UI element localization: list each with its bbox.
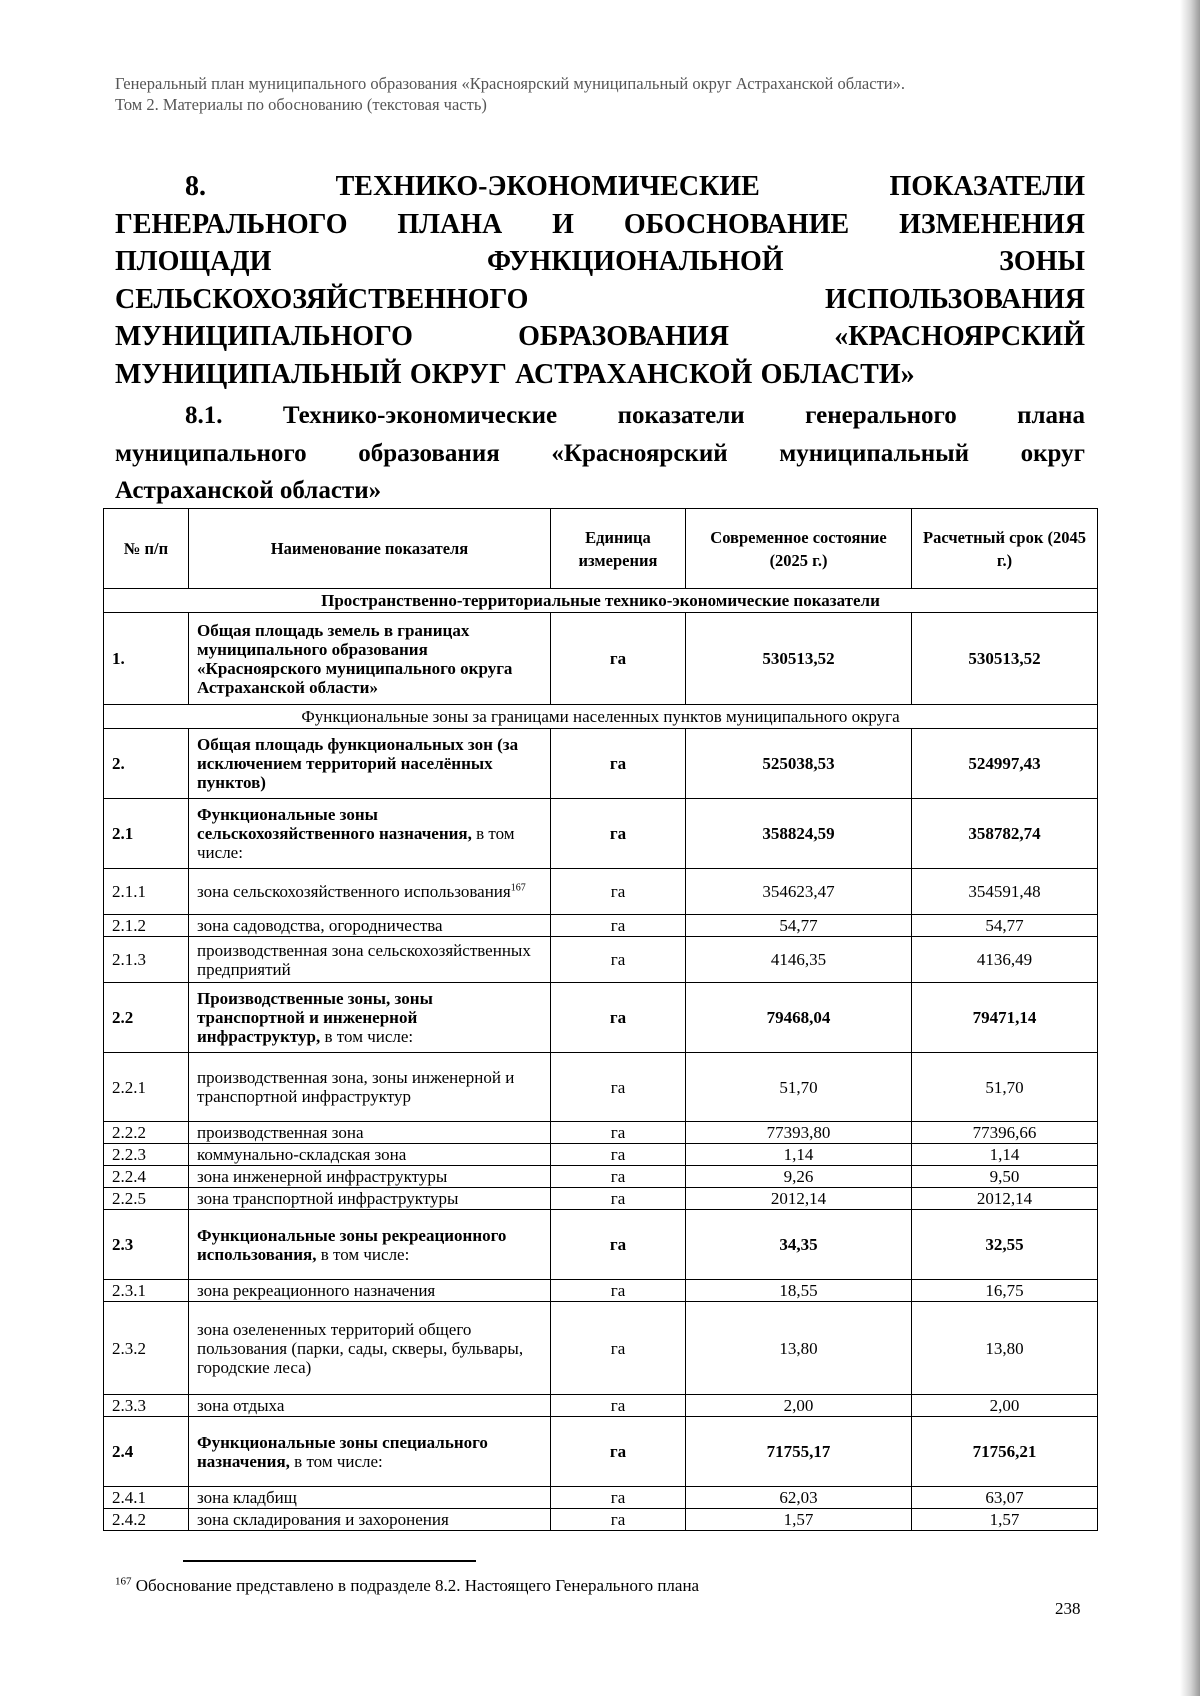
cell-num: 2.3.3 <box>104 1395 189 1417</box>
cell-unit: га <box>551 983 686 1053</box>
title-word: ИСПОЛЬЗОВАНИЯ <box>825 283 1085 315</box>
table-header-row <box>104 509 1098 589</box>
title-word: ФУНКЦИОНАЛЬНОЙ <box>486 246 784 278</box>
section-row <box>104 705 1098 729</box>
subtitle-word: муниципального <box>115 439 307 467</box>
header-name: Наименование показателя <box>189 509 551 589</box>
cell-current: 2012,14 <box>686 1188 912 1210</box>
title-line-5 <box>115 318 1085 356</box>
cell-name: производственная зона <box>189 1122 551 1144</box>
cell-unit: га <box>551 1053 686 1122</box>
cell-unit: га <box>551 1144 686 1166</box>
row-name-text: Функциональные зоны специального назначения, <box>197 1432 488 1471</box>
table-row <box>104 729 1098 799</box>
row-name-text: Производственные зоны, зоны транспортной и инженерной инфраструктур, <box>197 989 433 1046</box>
table-row <box>104 613 1098 705</box>
cell-unit: га <box>551 729 686 799</box>
cell-current: 18,55 <box>686 1280 912 1302</box>
cell-current: 9,26 <box>686 1166 912 1188</box>
cell-num: 2.2.2 <box>104 1122 189 1144</box>
cell-current: 4146,35 <box>686 937 912 983</box>
subtitle-word: генерального <box>805 402 957 429</box>
cell-current: 1,14 <box>686 1144 912 1166</box>
cell-unit: га <box>551 1487 686 1509</box>
cell-unit: га <box>551 937 686 983</box>
subtitle-word: округ <box>1020 439 1085 467</box>
cell-num: 2.2.3 <box>104 1144 189 1166</box>
cell-name <box>189 1210 551 1280</box>
subtitle-line-3: Астраханской области» <box>115 477 382 505</box>
subtitle-word: плана <box>1017 402 1085 429</box>
cell-target: 1,57 <box>912 1509 1098 1531</box>
cell-unit: га <box>551 1509 686 1531</box>
cell-num: 2.3 <box>104 1210 189 1280</box>
footnote-text: Обоснование представлено в подразделе 8.2. Настоящего Генерального плана <box>135 1576 700 1595</box>
title-word: И <box>552 208 574 240</box>
title-word: ГЕНЕРАЛЬНОГО <box>115 208 348 240</box>
cell-unit: га <box>551 799 686 869</box>
title-word: ЗОНЫ <box>999 246 1085 278</box>
header-unit: Единица измерения <box>551 509 686 589</box>
cell-name <box>189 1417 551 1487</box>
header-line-2: Том 2. Материалы по обоснованию (текстовая часть) <box>115 95 487 114</box>
cell-name: производственная зона, зоны инженерной и транспортной инфраструктур <box>189 1053 551 1122</box>
cell-name <box>189 799 551 869</box>
row-name-suffix: в том числе: <box>197 824 515 862</box>
cell-name: зона рекреационного назначения <box>189 1280 551 1302</box>
cell-name: зона складирования и захоронения <box>189 1509 551 1531</box>
cell-num: 2.3.2 <box>104 1302 189 1395</box>
cell-target: 51,70 <box>912 1053 1098 1122</box>
cell-num: 2.1.3 <box>104 937 189 983</box>
cell-unit: га <box>551 869 686 915</box>
subtitle-line-1 <box>115 397 1085 435</box>
indicators-table <box>103 508 1098 1531</box>
title-word: МУНИЦИПАЛЬНОГО <box>115 321 413 353</box>
cell-num: 2. <box>104 729 189 799</box>
subtitle-word: образования <box>358 439 500 467</box>
cell-target: 71756,21 <box>912 1417 1098 1487</box>
table-row <box>104 1280 1098 1302</box>
row-name-text: Функциональные зоны сельскохозяйственного назначения, <box>197 805 472 843</box>
cell-current: 354623,47 <box>686 869 912 915</box>
title-word: ОБРАЗОВАНИЯ <box>518 321 729 353</box>
table-row <box>104 869 1098 915</box>
cell-name <box>189 983 551 1053</box>
cell-target: 13,80 <box>912 1302 1098 1395</box>
title-line-4 <box>115 281 1085 319</box>
title-line-6 <box>115 356 1085 394</box>
cell-current: 525038,53 <box>686 729 912 799</box>
cell-name: Общая площадь функциональных зон (за исключением территорий населённых пунктов) <box>189 729 551 799</box>
cell-num: 2.1 <box>104 799 189 869</box>
cell-target: 63,07 <box>912 1487 1098 1509</box>
cell-name: зона транспортной инфраструктуры <box>189 1188 551 1210</box>
cell-name: зона озелененных территорий общего пользования (парки, сады, скверы, бульвары, городские леса) <box>189 1302 551 1395</box>
title-line-2 <box>115 206 1085 244</box>
cell-name <box>189 869 551 915</box>
cell-target: 16,75 <box>912 1280 1098 1302</box>
table-row <box>104 799 1098 869</box>
cell-unit: га <box>551 1210 686 1280</box>
table-row <box>104 1509 1098 1531</box>
subsection-title <box>115 397 1085 510</box>
title-word: ОБЛАСТИ» <box>760 358 915 390</box>
table-row <box>104 1122 1098 1144</box>
table-row <box>104 1144 1098 1166</box>
cell-num: 2.2.4 <box>104 1166 189 1188</box>
cell-num: 2.4.1 <box>104 1487 189 1509</box>
title-line-1 <box>115 168 1085 206</box>
title-word: АСТРАХАНСКОЙ <box>515 358 753 390</box>
section-heading: Функциональные зоны за границами населенных пунктов муниципального округа <box>104 705 1098 729</box>
cell-num: 2.1.2 <box>104 915 189 937</box>
table-row <box>104 937 1098 983</box>
cell-num: 2.4 <box>104 1417 189 1487</box>
subtitle-word: показатели <box>617 402 745 429</box>
cell-unit: га <box>551 1122 686 1144</box>
cell-num: 2.2 <box>104 983 189 1053</box>
cell-name: коммунально-складская зона <box>189 1144 551 1166</box>
cell-target: 2012,14 <box>912 1188 1098 1210</box>
cell-num: 2.2.1 <box>104 1053 189 1122</box>
cell-num: 1. <box>104 613 189 705</box>
row-name-suffix: в том числе: <box>320 1244 410 1264</box>
cell-name: зона отдыха <box>189 1395 551 1417</box>
table-row <box>104 1053 1098 1122</box>
section-heading: Пространственно-территориальные технико-экономические показатели <box>104 589 1098 613</box>
cell-target: 524997,43 <box>912 729 1098 799</box>
title-word: ПЛОЩАДИ <box>115 246 272 278</box>
cell-target: 1,14 <box>912 1144 1098 1166</box>
cell-name: Общая площадь земель в границах муниципального образования «Красноярского муниципального округа Астраханской области» <box>189 613 551 705</box>
cell-current: 54,77 <box>686 915 912 937</box>
cell-num: 2.1.1 <box>104 869 189 915</box>
table-row <box>104 1417 1098 1487</box>
row-name-text: зона сельскохозяйственного использования <box>197 882 511 901</box>
header-current: Современное состояние (2025 г.) <box>686 509 912 589</box>
cell-current: 34,35 <box>686 1210 912 1280</box>
title-word: 8. <box>185 171 206 202</box>
subtitle-word: муниципальный <box>779 439 970 467</box>
section-row <box>104 589 1098 613</box>
title-word: «КРАСНОЯРСКИЙ <box>834 321 1085 353</box>
page-number: 238 <box>1055 1599 1081 1618</box>
row-name-text: Функциональные зоны рекреационного использования, <box>197 1225 507 1264</box>
cell-current: 530513,52 <box>686 613 912 705</box>
title-word: СЕЛЬСКОХОЗЯЙСТВЕННОГО <box>115 283 529 315</box>
title-word: ТЕХНИКО-ЭКОНОМИЧЕСКИЕ <box>335 171 760 202</box>
cell-target: 9,50 <box>912 1166 1098 1188</box>
cell-current: 51,70 <box>686 1053 912 1122</box>
document-header <box>115 73 1090 115</box>
cell-target: 32,55 <box>912 1210 1098 1280</box>
cell-current: 77393,80 <box>686 1122 912 1144</box>
cell-unit: га <box>551 1302 686 1395</box>
cell-target: 4136,49 <box>912 937 1098 983</box>
cell-name: зона кладбищ <box>189 1487 551 1509</box>
cell-current: 13,80 <box>686 1302 912 1395</box>
cell-current: 2,00 <box>686 1395 912 1417</box>
header-target: Расчетный срок (2045 г.) <box>912 509 1098 589</box>
cell-unit: га <box>551 1395 686 1417</box>
cell-target: 79471,14 <box>912 983 1098 1053</box>
title-word: МУНИЦИПАЛЬНЫЙ <box>115 358 402 390</box>
table-row <box>104 1166 1098 1188</box>
cell-current: 1,57 <box>686 1509 912 1531</box>
footnote-mark: 167 <box>115 1575 132 1588</box>
cell-unit: га <box>551 1188 686 1210</box>
cell-num: 2.4.2 <box>104 1509 189 1531</box>
table-row <box>104 1487 1098 1509</box>
cell-name: производственная зона сельскохозяйственных предприятий <box>189 937 551 983</box>
subtitle-line-2 <box>115 435 1085 473</box>
subtitle-word: 8.1. <box>185 402 223 429</box>
row-name-suffix: в том числе: <box>294 1451 383 1471</box>
cell-name: зона садоводства, огородничества <box>189 915 551 937</box>
section-title <box>115 168 1085 394</box>
cell-unit: га <box>551 1280 686 1302</box>
cell-num: 2.3.1 <box>104 1280 189 1302</box>
cell-current: 71755,17 <box>686 1417 912 1487</box>
cell-unit: га <box>551 1417 686 1487</box>
cell-current: 79468,04 <box>686 983 912 1053</box>
title-word: ИЗМЕНЕНИЯ <box>899 208 1085 240</box>
table-row <box>104 1210 1098 1280</box>
title-line-3 <box>115 243 1085 281</box>
footnote <box>115 1576 699 1596</box>
row-name-suffix: в том числе: <box>324 1027 414 1046</box>
cell-target: 530513,52 <box>912 613 1098 705</box>
table-row <box>104 1302 1098 1395</box>
cell-target: 2,00 <box>912 1395 1098 1417</box>
header-line-1: Генеральный план муниципального образования «Красноярский муниципальный округ Астраханской области». <box>115 74 905 93</box>
cell-target: 77396,66 <box>912 1122 1098 1144</box>
table-row <box>104 983 1098 1053</box>
table-row <box>104 1188 1098 1210</box>
subtitle-word: Технико-экономические <box>282 402 558 429</box>
title-word: ОБОСНОВАНИЕ <box>623 208 850 240</box>
cell-target: 358782,74 <box>912 799 1098 869</box>
table-row <box>104 915 1098 937</box>
cell-unit: га <box>551 1166 686 1188</box>
page-edge-shadow <box>1180 0 1200 1696</box>
title-word: ПЛАНА <box>397 208 503 240</box>
header-num: № п/п <box>104 509 189 589</box>
cell-num: 2.2.5 <box>104 1188 189 1210</box>
cell-target: 354591,48 <box>912 869 1098 915</box>
cell-target: 54,77 <box>912 915 1098 937</box>
cell-name: зона инженерной инфраструктуры <box>189 1166 551 1188</box>
footnote-separator <box>183 1560 476 1562</box>
cell-unit: га <box>551 613 686 705</box>
cell-current: 62,03 <box>686 1487 912 1509</box>
table-row <box>104 1395 1098 1417</box>
title-word: ПОКАЗАТЕЛИ <box>889 171 1085 202</box>
cell-current: 358824,59 <box>686 799 912 869</box>
title-word: ОКРУГ <box>409 358 507 390</box>
cell-unit: га <box>551 915 686 937</box>
subtitle-word: «Красноярский <box>551 439 728 467</box>
footnote-reference: 167 <box>510 882 526 894</box>
